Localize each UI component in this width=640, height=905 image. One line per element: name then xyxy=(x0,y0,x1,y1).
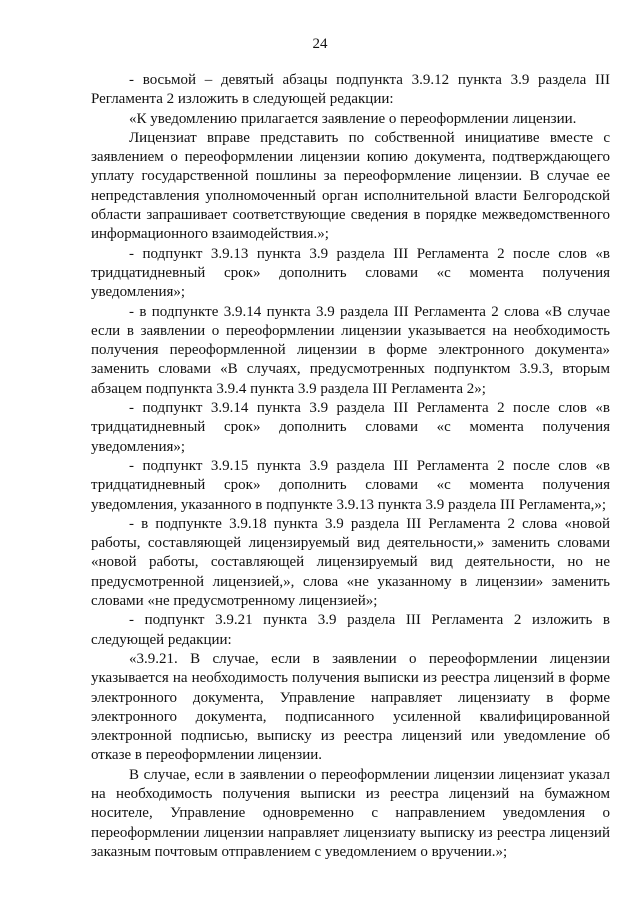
paragraph-licensee-right: Лицензиат вправе представить по собственной инициативе вместе с заявлением о переоформлении лицензии копию документа, подтверждающего уплату государственной пошлины за переоформление лицензии. В случае ее непредставления уполномоченный орган исполнительной власти Белгородской области запрашивает соответствующие сведения в порядке межведомственного информационного взаимодействия.»; xyxy=(91,129,610,243)
paragraph-amendment-3-9-15: - подпункт 3.9.15 пункта 3.9 раздела III Регламента 2 после слов «в тридцатидневный срок» дополнить словами «с момента получения уведомления, указанного в подпункте 3.9.13 пункта 3.9 раздела III Регламента,»; xyxy=(91,457,610,513)
paragraph-amendment-3-9-12: - восьмой – девятый абзацы подпункта 3.9.12 пункта 3.9 раздела III Регламента 2 изложить в следующей редакции: xyxy=(91,72,610,108)
paragraph-amendment-3-9-21: - подпункт 3.9.21 пункта 3.9 раздела III Регламента 2 изложить в следующей редакции: xyxy=(91,612,610,648)
paragraph-amendment-3-9-13: - подпункт 3.9.13 пункта 3.9 раздела III Регламента 2 после слов «в тридцатидневный срок» дополнить словами «с момента получения уведомления»; xyxy=(91,245,610,301)
paragraph-amendment-3-9-18: - в подпункте 3.9.18 пункта 3.9 раздела III Регламента 2 слова «новой работы, составляющей лицензируемый вид деятельности,» заменить словами «новой работы, составляющей лицензируемый вид деятельности, но не предусмотренной лицензией,», слова «не указанному в лицензии» заменить словами «не предусмотренному лицензией»; xyxy=(91,515,610,610)
paragraph-amendment-3-9-14: - подпункт 3.9.14 пункта 3.9 раздела III Регламента 2 после слов «в тридцатидневный срок» дополнить словами «с момента получения уведомления»; xyxy=(91,400,610,455)
paragraph-amendment-3-9-14-words: - в подпункте 3.9.14 пункта 3.9 раздела III Регламента 2 слова «В случае если в заявлении о переоформлении лицензии указывается на необходимость получения переоформленной лицензии в форме электронного документа» заменить словами «В случаях, предусмотренных подпунктом 3.9.3, вторым абзацем подпункта 3.9.4 пункта 3.9 раздела III Регламента 2»; xyxy=(91,303,610,397)
paragraph-quote-start: «К уведомлению прилагается заявление о переоформлении лицензии. xyxy=(129,110,577,127)
paragraph-3-9-21-electronic: «3.9.21. В случае, если в заявлении о переоформлении лицензии указывается на необходимость получения выписки из реестра лицензий в форме электронного документа, Управление направляет лицензиату в форме электронного документа, подписанного усиленной квалифицированной электронной подписью, выписку из реестра лицензий или уведомление об отказе в переоформлении лицензии. xyxy=(91,650,610,764)
paragraph-3-9-21-paper: В случае, если в заявлении о переоформлении лицензии лицензиат указал на необходимость получения выписки из реестра лицензий на бумажном носителе, Управление одновременно с направлением уведомления о переоформлении лицензии направляет лицензиату выписку из реестра лицензий заказным почтовым отправлением с уведомлением о вручении.»; xyxy=(91,766,610,860)
document-body xyxy=(91,71,610,862)
page-number: 24 xyxy=(312,36,328,52)
